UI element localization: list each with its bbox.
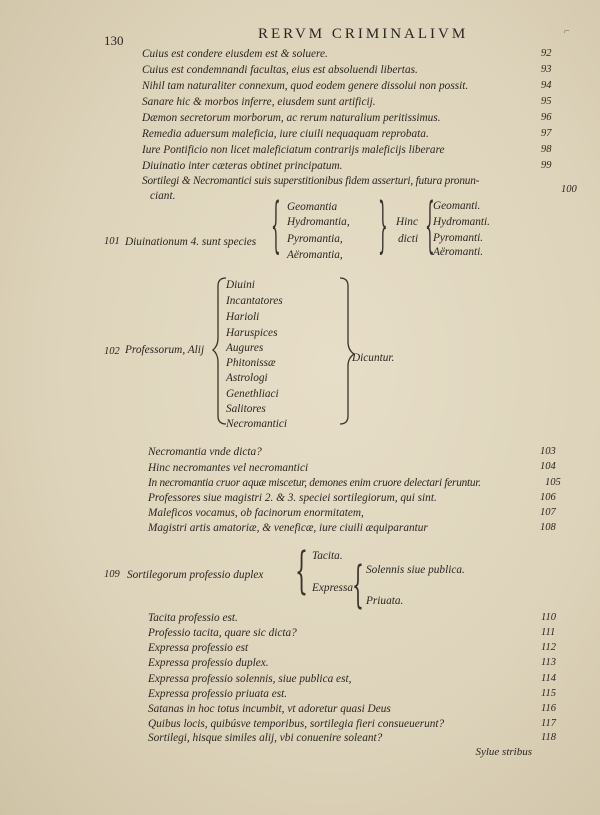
entry-text: Dæmon secretorum morborum, ac rerum naturalium peritissimus.: [142, 112, 441, 124]
entry-text: Cuius est condemnandi facultas, eius est absoluendi libertas.: [142, 64, 418, 76]
entry-number: 98: [541, 144, 552, 155]
professor-item: Phitonissæ: [226, 357, 276, 369]
left-brace: {: [271, 190, 281, 261]
entry-number: 104: [540, 461, 556, 472]
dicti-word: dicti: [398, 233, 419, 245]
entry-text: Expressa professio est: [148, 642, 249, 654]
subdivision-item: Priuata.: [366, 595, 404, 607]
entry-number: 101: [104, 236, 120, 247]
sortilegorum-label: Sortilegorum professio duplex: [127, 569, 264, 581]
entry-text: In necromantia cruor aquæ miscetur, demones enim cruore delectari feruntur.: [148, 477, 481, 489]
entry-text: Maleficos vocamus, ob facinorum enormitatem,: [148, 507, 364, 519]
entry-number: 94: [541, 80, 552, 91]
entry-text: Diuinatio inter cæteras obtinet principatum.: [142, 160, 343, 172]
derived-item: Geomanti.: [433, 200, 481, 212]
subdivision-item: Solennis siue publica.: [366, 564, 465, 576]
entry-number: 108: [540, 522, 556, 533]
hinc-word: Hinc: [396, 216, 418, 228]
corner-mark: ⌐: [564, 26, 570, 37]
entry-number: 102: [104, 346, 120, 357]
left-brace: {: [352, 556, 364, 615]
professor-item: Salitores: [226, 403, 266, 415]
entry-text: Magistri artis amatoriæ, & veneficæ, iure ciuili æquiparantur: [148, 522, 428, 534]
entry-text: Quibus locis, quibúsve temporibus, sortilegia fieri consueuerunt?: [148, 718, 445, 730]
entry-text: Hinc necromantes vel necromantici: [148, 462, 309, 474]
catchword: Sylue stribus: [475, 746, 532, 758]
species-item: Geomantia: [287, 201, 338, 213]
professor-item: Incantatores: [226, 295, 283, 307]
professors-label: Professorum, Alij: [125, 344, 205, 356]
professor-item: Genethliaci: [226, 388, 279, 400]
entry-text: Iure Pontificio non licet maleficiatum contrarijs maleficijs liberare: [142, 144, 445, 156]
entry-number: 111: [541, 627, 556, 638]
left-brace: {: [295, 542, 308, 601]
running-title: RERVM CRIMINALIVM: [258, 26, 469, 42]
entry-number: 95: [541, 96, 552, 107]
professor-item: Diuini: [226, 279, 255, 291]
entry-text: Professores siue magistri 2. & 3. speciei sortilegiorum, qui sint.: [148, 492, 437, 504]
entry-number: 93: [541, 64, 552, 75]
entry-text: Sortilegi, hisque similes alij, vbi conuenire soleant?: [148, 732, 383, 744]
entry-text: Sortilegi & Necromantici suis superstitionibus fidem asserturi, futura pronun-: [142, 175, 480, 187]
expressa-label: Expressa: [312, 582, 353, 594]
entry-number: 113: [541, 657, 556, 668]
entry-text: Professio tacita, quare sic dicta?: [148, 627, 297, 639]
professor-item: Augures: [226, 342, 264, 354]
derived-item: Aëromanti.: [433, 246, 484, 258]
entry-number: 92: [541, 48, 552, 59]
entry-number: 114: [541, 673, 556, 684]
entry-text: Satanas in hoc totus incumbit, vt adoretur quasi Deus: [148, 703, 391, 715]
entry-text: Remedia aduersum maleficia, iure ciuili nequaquam reprobata.: [142, 128, 429, 140]
entry-number: 117: [541, 718, 556, 729]
entry-number: 103: [540, 446, 556, 457]
entry-number: 110: [541, 612, 556, 623]
entry-text: Necromantia vnde dicta?: [148, 446, 262, 458]
derived-item: Pyromanti.: [433, 232, 484, 244]
divination-label: Diuinationum 4. sunt species: [125, 236, 257, 248]
entry-number: 112: [541, 642, 556, 653]
entry-number: 106: [540, 492, 556, 503]
species-item: Aëromantia,: [287, 249, 343, 261]
entry-number: 105: [545, 477, 561, 488]
species-item: Pyromantia,: [287, 233, 343, 245]
derived-item: Hydromanti.: [433, 216, 491, 228]
entry-text: Nihil tam naturaliter connexum, quod eodem genere dissolui non possit.: [142, 80, 469, 92]
professor-item: Haruspices: [226, 327, 278, 339]
entry-number: 116: [541, 703, 556, 714]
entry-text: Expressa professio priuata est.: [148, 688, 288, 700]
entry-number: 100: [561, 184, 577, 195]
entry-number: 118: [541, 732, 556, 743]
dicuntur-word: Dicuntur.: [352, 352, 395, 364]
entry-number: 115: [541, 688, 556, 699]
entry-text: Cuius est condere eiusdem est & soluere.: [142, 48, 328, 60]
entry-number: 97: [541, 128, 552, 139]
tacita-label: Tacita.: [312, 550, 343, 562]
entry-text: Expressa professio solennis, siue publica est,: [148, 673, 352, 685]
species-item: Hydromantia,: [287, 216, 350, 228]
entry-text: Sanare hic & morbos inferre, eiusdem sunt artificij.: [142, 96, 376, 108]
entry-number: 109: [104, 569, 120, 580]
right-brace: }: [378, 190, 388, 261]
professor-item: Astrologi: [226, 372, 268, 384]
entry-number: 96: [541, 112, 552, 123]
entry-number: 99: [541, 160, 552, 171]
entry-number: 107: [540, 507, 556, 518]
left-brace: {: [425, 190, 435, 261]
professor-item: Harioli: [226, 311, 260, 323]
professor-item: Necromantici: [226, 418, 288, 430]
entry-text-continuation: ciant.: [150, 190, 176, 202]
folio-number: 130: [104, 33, 124, 48]
entry-text: Tacita professio est.: [148, 612, 238, 624]
entry-text: Expressa professio duplex.: [148, 657, 269, 669]
